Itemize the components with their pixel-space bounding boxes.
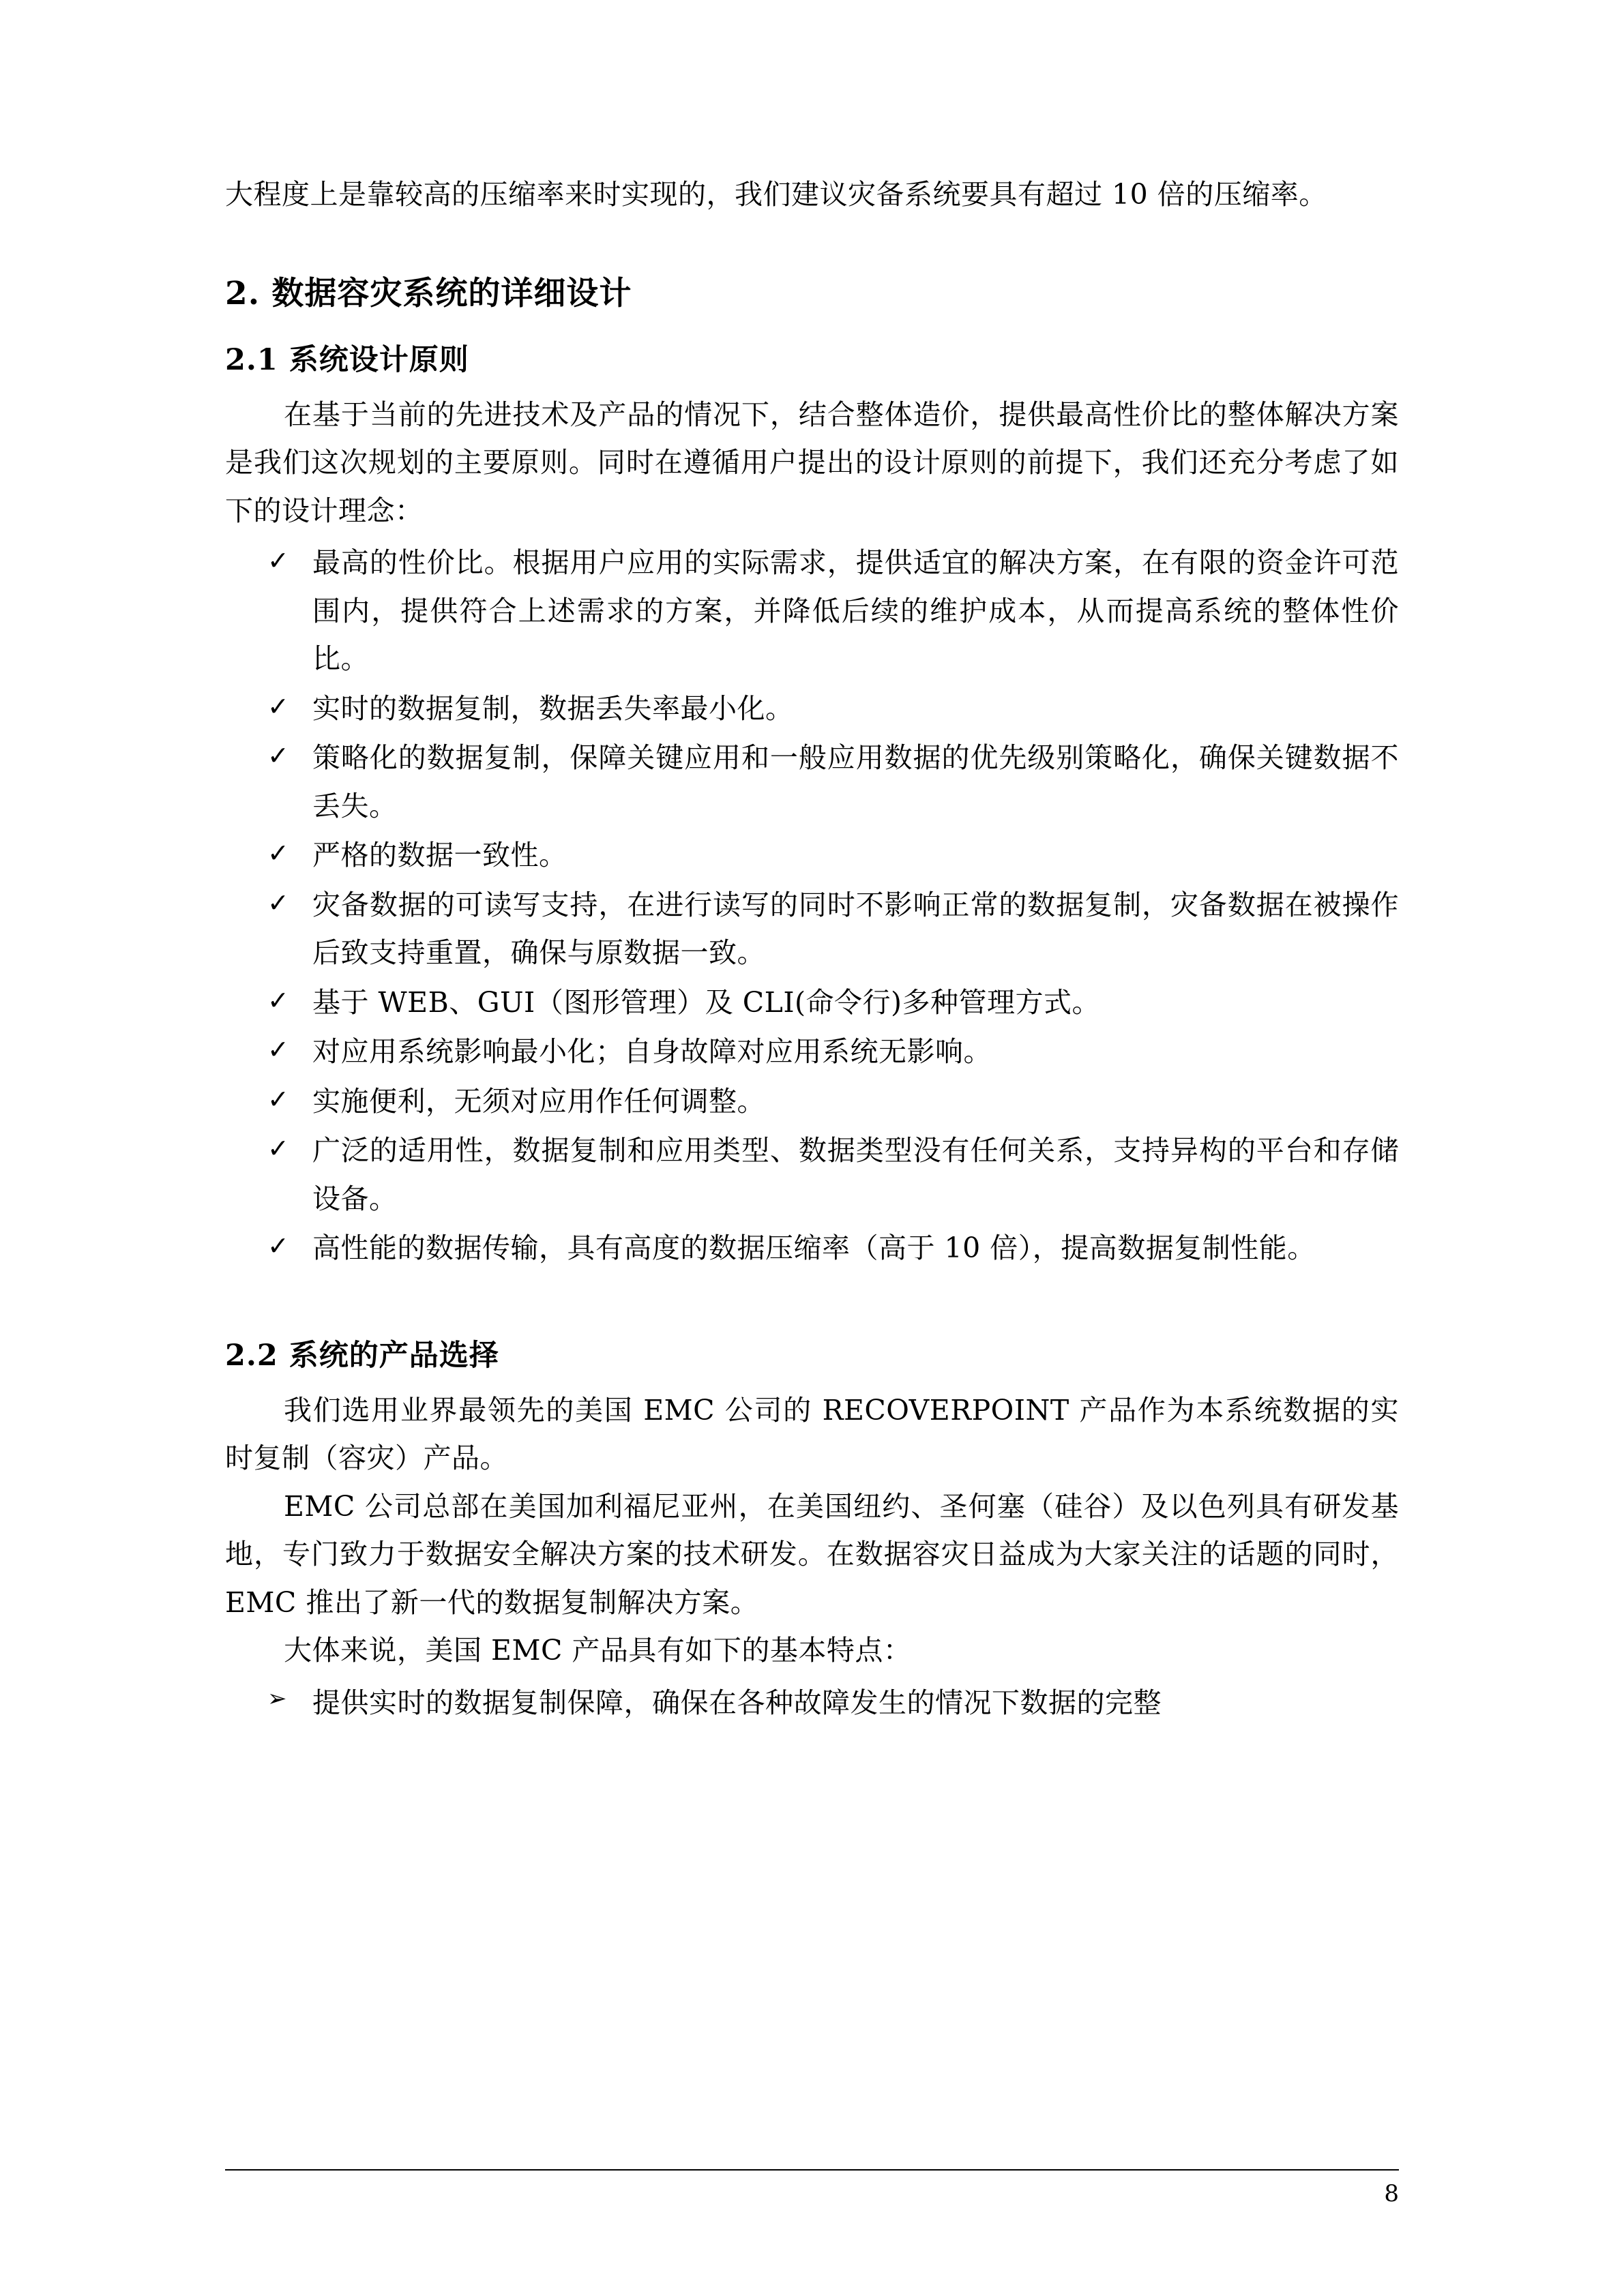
section-2-2-paragraph-3: 大体来说，美国 EMC 产品具有如下的基本特点： (284, 1634, 912, 1667)
footer-divider (225, 2169, 1399, 2171)
list-item-text: 最高的性价比。根据用户应用的实际需求，提供适宜的解决方案，在有限的资金许可范围内，提供符合上述需求的方案，并降低后续的维护成本，从而提高系统的整体性价比。 (312, 546, 1399, 676)
check-icon: ✓ (267, 1034, 290, 1065)
check-icon: ✓ (267, 1133, 290, 1164)
list-item-text: 广泛的适用性，数据复制和应用类型、数据类型没有任何关系，支持异构的平台和存储设备。 (312, 1134, 1399, 1215)
list-item-text: 实施便利，无须对应用作任何调整。 (312, 1084, 765, 1118)
list-item (225, 1127, 1399, 1223)
page-content (225, 170, 1399, 1727)
check-icon: ✓ (267, 691, 290, 721)
list-item (225, 1028, 1399, 1076)
section-2-2-paragraph-1: 我们选用业界最领先的美国 EMC 公司的 RECOVERPOINT 产品作为本系统数据的实时复制（容灾）产品。 (225, 1393, 1399, 1475)
list-item-text: 对应用系统影响最小化；自身故障对应用系统无影响。 (312, 1035, 992, 1069)
list-item (225, 979, 1399, 1027)
check-icon: ✓ (267, 546, 290, 576)
list-item (225, 1077, 1399, 1126)
check-icon: ✓ (267, 741, 290, 771)
page-number: 8 (1384, 2180, 1399, 2207)
page-footer (225, 2169, 1399, 2207)
list-item (225, 734, 1399, 830)
check-icon: ✓ (267, 887, 290, 918)
list-item-text: 提供实时的数据复制保障，确保在各种故障发生的情况下数据的完整 (312, 1686, 1162, 1719)
list-item-text: 灾备数据的可读写支持，在进行读写的同时不影响正常的数据复制，灾备数据在被操作后致支持重置，确保与原数据一致。 (312, 888, 1399, 970)
list-item-text: 实时的数据复制，数据丢失率最小化。 (312, 691, 794, 725)
list-item-text: 策略化的数据复制，保障关键应用和一般应用数据的优先级别策略化，确保关键数据不丢失。 (312, 741, 1399, 822)
section-2-2-paragraph-2: EMC 公司总部在美国加利福尼亚州，在美国纽约、圣何塞（硅谷）及以色列具有研发基地，专门致力于数据安全解决方案的技术研发。在数据容灾日益成为大家关注的话题的同时，EMC 推出了新一代的数据复制解决方案。 (225, 1489, 1399, 1619)
list-item (225, 685, 1399, 733)
section-heading-2: 2. 数据容灾系统的详细设计 (225, 274, 632, 312)
section-heading-2-2: 2.2 系统的产品选择 (225, 1338, 499, 1373)
section-heading-2-1: 2.1 系统设计原则 (225, 342, 469, 377)
arrow-right-icon: ➢ (267, 1684, 287, 1712)
list-item (225, 1679, 1399, 1727)
check-icon: ✓ (267, 1231, 290, 1262)
check-icon: ✓ (267, 1084, 290, 1114)
design-principles-list (225, 539, 1399, 1272)
list-item-text: 基于 WEB、GUI（图形管理）及 CLI(命令行)多种管理方式。 (312, 985, 1101, 1019)
section-spacer (225, 1274, 1399, 1309)
list-item-text: 高性能的数据传输，具有高度的数据压缩率（高于 10 倍），提高数据复制性能。 (312, 1232, 1316, 1265)
list-item (225, 881, 1399, 977)
list-item (225, 831, 1399, 880)
emc-features-list (225, 1679, 1399, 1727)
list-item-text: 严格的数据一致性。 (312, 839, 567, 872)
section-2-1-intro: 在基于当前的先进技术及产品的情况下，结合整体造价，提供最高性价比的整体解决方案是我们这次规划的主要原则。同时在遵循用户提出的设计原则的前提下，我们还充分考虑了如下的设计理念： (225, 398, 1399, 527)
list-item (225, 539, 1399, 683)
list-item (225, 1224, 1399, 1272)
check-icon: ✓ (267, 838, 290, 869)
opening-paragraph: 大程度上是靠较高的压缩率来时实现的，我们建议灾备系统要具有超过 10 倍的压缩率。 (225, 178, 1327, 211)
check-icon: ✓ (267, 985, 290, 1015)
